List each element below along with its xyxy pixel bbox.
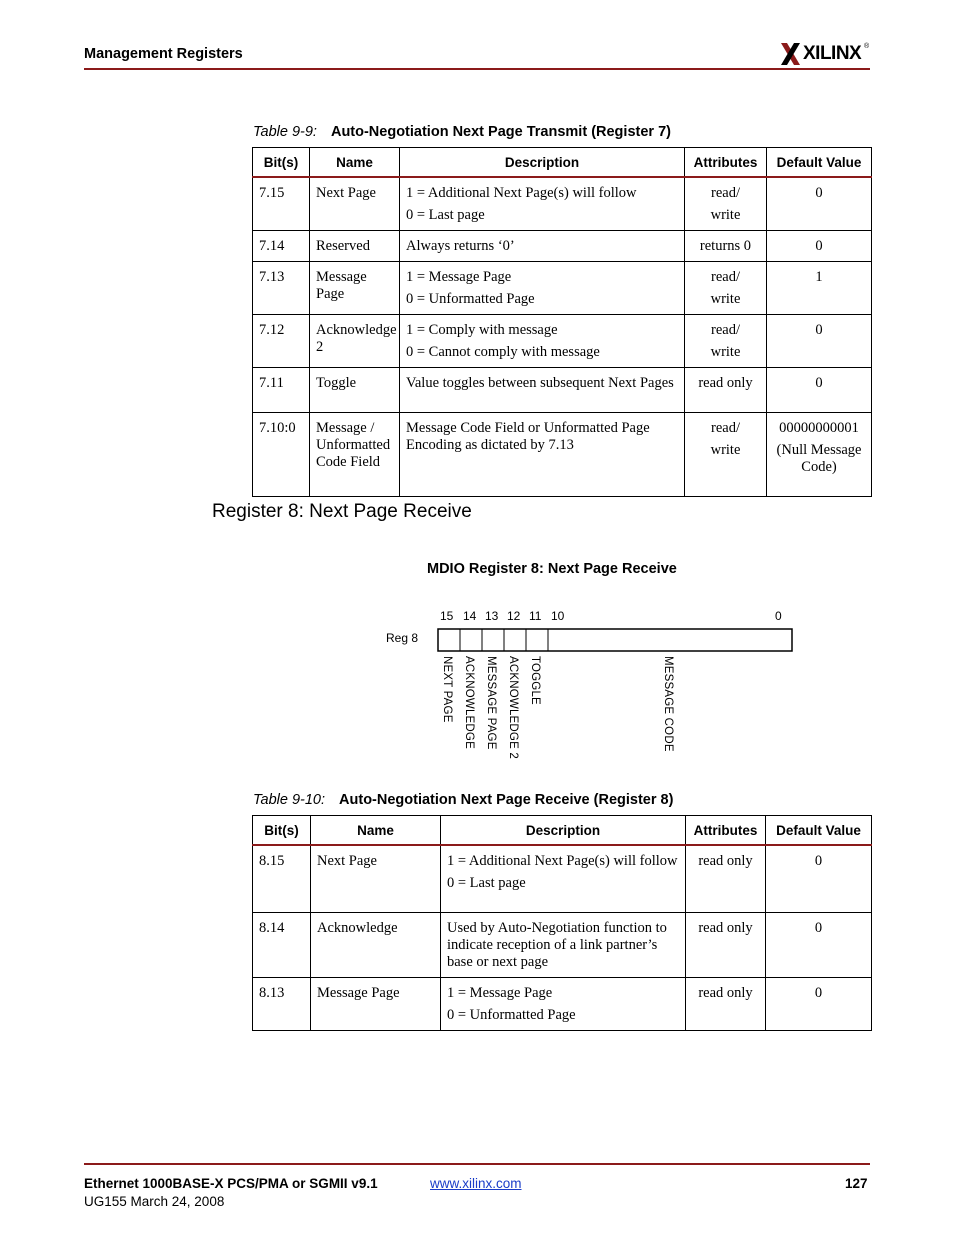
- cell-attr-line: read/: [711, 269, 740, 285]
- table-row: [253, 977, 872, 1030]
- cell-attr-line: read/: [711, 322, 740, 338]
- footer-website-link[interactable]: www.xilinx.com: [430, 1176, 522, 1191]
- bit-number-14: 14: [463, 609, 477, 623]
- cell-def-line: 0: [815, 185, 823, 201]
- cell-bits: 7.10:0: [253, 413, 310, 497]
- logo-registered-mark: ®: [864, 43, 870, 50]
- cell-desc-line: 0 = Unformatted Page: [447, 1006, 576, 1023]
- table-row: [253, 177, 872, 231]
- cell-desc: [400, 231, 685, 262]
- cell-name: Next Page: [311, 845, 441, 912]
- table2-col-header: Name: [311, 816, 441, 846]
- cell-desc-line: 0 = Unformatted Page: [406, 291, 535, 307]
- cell-bits: 7.15: [253, 177, 310, 231]
- cell-desc: [400, 262, 685, 315]
- cell-attr: [686, 977, 766, 1030]
- table1-header-row: [253, 148, 872, 178]
- page-number: 127: [845, 1176, 868, 1191]
- cell-desc: [400, 368, 685, 413]
- field-label-message-code: MESSAGE CODE: [662, 656, 674, 752]
- cell-desc-line: 0 = Last page: [406, 207, 485, 223]
- cell-attr-line: write: [710, 344, 741, 360]
- cell-attr: [685, 315, 767, 368]
- register-bitfield: [436, 627, 796, 655]
- section-heading: Register 8: Next Page Receive: [212, 501, 472, 522]
- table2-col-header: Default Value: [766, 816, 872, 846]
- cell-def: [767, 177, 872, 231]
- cell-name: Next Page: [310, 177, 400, 231]
- cell-attr-line: read/: [711, 185, 740, 201]
- cell-desc-line: Used by Auto-Negotiation function to indicate reception of a link partner’s base or next page: [447, 919, 667, 970]
- cell-desc: [441, 845, 686, 912]
- cell-def-line: (Null Message Code): [776, 442, 862, 475]
- table1-label: Table 9-9:: [253, 124, 317, 140]
- table1-col-header: Default Value: [767, 148, 872, 178]
- field-label-toggle: TOGGLE: [529, 656, 541, 705]
- cell-attr: [685, 231, 767, 262]
- cell-def: [766, 912, 872, 977]
- table2-col-header: Attributes: [686, 816, 766, 846]
- cell-desc-line: Message Code Field or Unformatted Page Encoding as dictated by 7.13: [406, 420, 650, 453]
- cell-bits: 8.15: [253, 845, 311, 912]
- table-row: [253, 368, 872, 413]
- field-label-message-page: MESSAGE PAGE: [485, 656, 497, 750]
- table-row: [253, 231, 872, 262]
- table2-col-header: Description: [441, 816, 686, 846]
- cell-def: [767, 262, 872, 315]
- table1-title: Auto-Negotiation Next Page Transmit (Register 7): [330, 124, 671, 140]
- cell-desc-line: 0 = Cannot comply with message: [406, 344, 600, 360]
- cell-attr-line: write: [710, 442, 741, 458]
- footer-doc-id: UG155 March 24, 2008: [84, 1194, 225, 1209]
- cell-bits: 8.13: [253, 977, 311, 1030]
- cell-desc-line: 1 = Comply with message: [406, 322, 558, 338]
- cell-desc-line: 1 = Additional Next Page(s) will follow: [447, 853, 678, 869]
- table-register-8: [252, 815, 872, 1031]
- cell-def-line: 0: [814, 919, 823, 936]
- cell-name: Toggle: [310, 368, 400, 413]
- cell-desc: [441, 912, 686, 977]
- cell-bits: 7.12: [253, 315, 310, 368]
- cell-name: Message Page: [310, 262, 400, 315]
- table2-header-row: [253, 816, 872, 846]
- cell-desc-line: Always returns ‘0’: [406, 238, 515, 254]
- cell-bits: 8.14: [253, 912, 311, 977]
- table-register-7: [252, 147, 872, 497]
- header-rule: [84, 68, 870, 70]
- logo-wordmark: XILINX: [803, 43, 862, 64]
- table-row: [253, 413, 872, 497]
- table-row: [253, 262, 872, 315]
- table2-caption: [253, 792, 673, 808]
- table1-col-header: Attributes: [685, 148, 767, 178]
- cell-name: Acknowledge: [311, 912, 441, 977]
- table1-caption: [253, 124, 671, 140]
- footer-rule: [84, 1163, 870, 1165]
- cell-attr-line: write: [710, 291, 741, 307]
- cell-desc: [400, 177, 685, 231]
- cell-name: Reserved: [310, 231, 400, 262]
- table1-col-header: Bit(s): [253, 148, 310, 178]
- cell-attr: [685, 262, 767, 315]
- bit-number-0: 0: [775, 609, 782, 623]
- table2-title: Auto-Negotiation Next Page Receive (Register 8): [339, 792, 674, 808]
- cell-desc-line: 1 = Message Page: [406, 269, 512, 285]
- cell-desc: [441, 977, 686, 1030]
- field-label-acknowledge-2: ACKNOWLEDGE 2: [507, 656, 519, 759]
- cell-attr-line: read/: [711, 420, 740, 436]
- cell-def-line: 0: [815, 375, 823, 391]
- cell-def: [767, 315, 872, 368]
- register-label: Reg 8: [386, 631, 419, 645]
- cell-desc-line: 1 = Message Page: [447, 984, 553, 1001]
- cell-def: [766, 845, 872, 912]
- cell-bits: 7.14: [253, 231, 310, 262]
- cell-desc-line: Value toggles between subsequent Next Pages: [406, 375, 674, 391]
- cell-desc-line: 1 = Additional Next Page(s) will follow: [406, 185, 637, 201]
- cell-def-line: 00000000001: [779, 420, 859, 436]
- cell-attr: [685, 413, 767, 497]
- cell-def-line: 0: [814, 984, 823, 1001]
- cell-desc: [400, 413, 685, 497]
- figure-title: MDIO Register 8: Next Page Receive: [427, 561, 677, 577]
- cell-name: Message / Unformatted Code Field: [310, 413, 400, 497]
- cell-attr: [685, 368, 767, 413]
- cell-attr-line: read only: [698, 919, 753, 936]
- cell-attr: [686, 845, 766, 912]
- cell-attr: [685, 177, 767, 231]
- footer-doc-title: Ethernet 1000BASE-X PCS/PMA or SGMII v9.1: [84, 1176, 378, 1191]
- running-header: Management Registers: [84, 46, 243, 62]
- cell-def-line: 0: [815, 238, 823, 254]
- bit-number-12: 12: [507, 609, 521, 623]
- cell-name: Acknowledge 2: [310, 315, 400, 368]
- table1-col-header: Name: [310, 148, 400, 178]
- cell-def: [767, 413, 872, 497]
- cell-attr-line: returns 0: [699, 238, 752, 254]
- field-label-next-page: NEXT PAGE: [441, 656, 453, 723]
- field-label-acknowledge: ACKNOWLEDGE: [463, 656, 475, 749]
- table-row: [253, 912, 872, 977]
- bit-number-10: 10: [551, 609, 565, 623]
- cell-attr-line: write: [710, 207, 741, 223]
- cell-attr-line: read only: [698, 853, 753, 869]
- cell-desc-line: 0 = Last page: [447, 875, 526, 891]
- cell-attr-line: read only: [698, 984, 753, 1001]
- cell-def-line: 0: [815, 322, 823, 338]
- xilinx-x-icon: [780, 40, 802, 68]
- cell-desc: [400, 315, 685, 368]
- cell-def: [766, 977, 872, 1030]
- cell-bits: 7.11: [253, 368, 310, 413]
- bit-number-13: 13: [485, 609, 499, 623]
- cell-def-line: 1: [815, 269, 823, 285]
- bit-number-15: 15: [440, 609, 454, 623]
- cell-attr-line: read only: [698, 375, 753, 391]
- cell-attr: [686, 912, 766, 977]
- table-row: [253, 845, 872, 912]
- cell-def: [767, 231, 872, 262]
- table2-col-header: Bit(s): [253, 816, 311, 846]
- table-row: [253, 315, 872, 368]
- table1-col-header: Description: [400, 148, 685, 178]
- cell-bits: 7.13: [253, 262, 310, 315]
- xilinx-logo: [780, 40, 875, 68]
- cell-def-line: 0: [814, 853, 823, 869]
- cell-def: [767, 368, 872, 413]
- cell-name: Message Page: [311, 977, 441, 1030]
- bit-number-11: 11: [529, 609, 542, 623]
- table2-label: Table 9-10:: [253, 792, 326, 808]
